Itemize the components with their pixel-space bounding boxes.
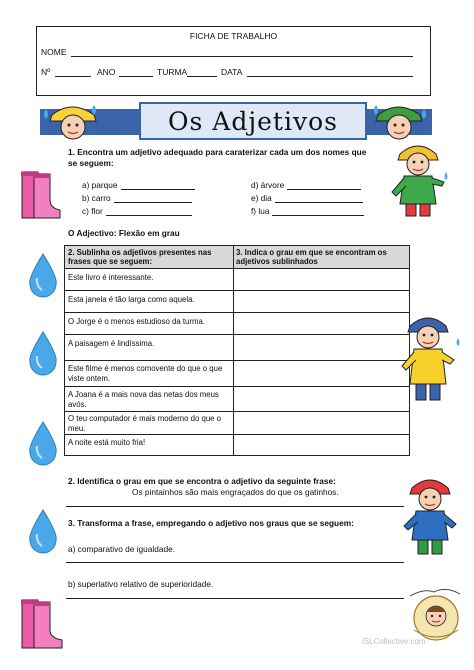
table-row[interactable]: Este livro é interessante. [68, 273, 154, 282]
date-label: DATA [221, 67, 243, 77]
raindrop-icon [26, 252, 60, 298]
q1-item-f[interactable] [251, 206, 364, 216]
title-banner [40, 101, 432, 141]
q1-item-f-label: f) lua [251, 206, 270, 216]
raindrop-icon [26, 420, 60, 466]
section-title: O Adjectivo: Flexão em grau [68, 228, 180, 238]
table-header-col1: 2. Sublinha os adjetivos presentes nas frases que se seguem: [68, 248, 212, 266]
table-row[interactable]: O Jorge é o menos estudioso da turma. [68, 317, 205, 326]
date-field[interactable] [247, 76, 413, 77]
q1-item-d-label: d) árvore [251, 180, 285, 190]
answer-line[interactable] [66, 562, 404, 563]
number-label: Nº [41, 67, 51, 77]
answer-column[interactable] [234, 269, 410, 456]
table-row[interactable]: O teu computador é mais moderno do que o meu. [68, 414, 221, 433]
raindrop-icon [26, 508, 60, 554]
q1-item-c-label: c) flor [82, 206, 103, 216]
kid-raincoat-blue-icon [402, 474, 462, 560]
q1-item-a[interactable] [82, 180, 195, 190]
q1-item-e[interactable] [251, 193, 363, 203]
banner-title: Os Adjetivos [168, 107, 338, 136]
table-row[interactable]: Este filme é menos comovente do que o que viste ontem. [68, 364, 223, 383]
pink-boots-icon [16, 598, 66, 650]
year-label: ANO [97, 67, 116, 77]
worksheet-title: FICHA DE TRABALHO [189, 31, 278, 41]
table-row[interactable]: A noite está muito fria! [68, 438, 146, 447]
kid-face-left-icon [42, 101, 104, 141]
question-1-prompt: 1. Encontra um adjetivo adequado para caraterizar cada um dos nomes que se seguem: [68, 147, 367, 168]
class-label: TURMA [157, 67, 188, 77]
question-transform-prompt: 3. Transforma a frase, empregando o adjetivo nos graus que se seguem: [68, 518, 354, 528]
table-header-col2: 3. Indica o grau em que se encontram os adjetivos sublinhados [236, 248, 387, 266]
raindrop-icon [26, 330, 60, 376]
kid-raincoat-green-icon [386, 140, 452, 218]
question-identify-sentence: Os pintainhos são mais engraçados do que os gatinhos. [132, 487, 339, 497]
kid-raincoat-yellow-icon [398, 312, 464, 408]
question-identify-prompt: 2. Identifica o grau em que se encontra o adjetivo da seguinte frase: [68, 476, 336, 486]
year-field[interactable] [119, 76, 153, 77]
q1-item-c[interactable] [82, 206, 192, 216]
table-row[interactable]: Esta janela é tão larga como aquela. [68, 295, 195, 304]
q1-item-b-label: b) carro [82, 193, 111, 203]
answer-line[interactable] [66, 506, 404, 507]
name-field[interactable] [71, 56, 413, 57]
table-row[interactable]: A Joana é a mais nova das netas dos meus avós. [68, 390, 219, 409]
grau-table [64, 245, 410, 456]
q1-item-e-label: e) dia [251, 193, 272, 203]
worksheet-header [36, 26, 431, 96]
table-row[interactable]: A paisagem é lindíssima. [68, 339, 155, 348]
answer-line[interactable] [66, 598, 404, 599]
transform-item-a: a) comparativo de igualdade. [68, 544, 176, 554]
number-field[interactable] [55, 76, 91, 77]
name-label: NOME [41, 47, 67, 57]
pink-boots-icon [16, 170, 64, 220]
q1-item-d[interactable] [251, 180, 361, 190]
kid-face-right-icon [368, 101, 430, 141]
q1-item-b[interactable] [82, 193, 192, 203]
class-field[interactable] [187, 76, 217, 77]
transform-item-b: b) superlativo relativo de superioridade. [68, 579, 214, 589]
watermark-text: iSLCollective.com [362, 637, 426, 646]
q1-item-a-label: a) parque [82, 180, 118, 190]
